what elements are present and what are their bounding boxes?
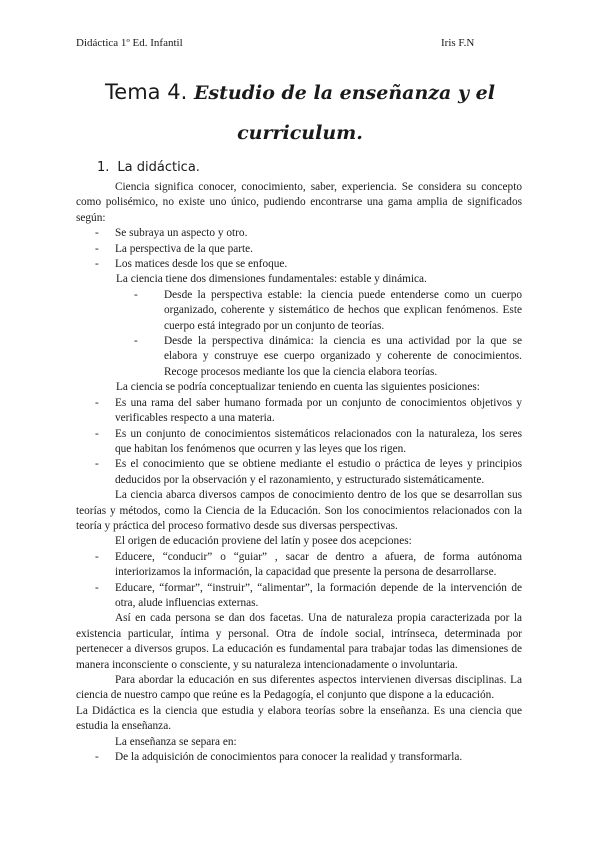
list-5 [76,750,522,765]
list-item: - Educere, “conducir” o “guiar” , sacar de dentro a afuera, de forma autónoma interiorizamos la información, la capacidad que presente la persona de desarrollarse. [76,550,522,581]
list-item: - Desde la perspectiva estable: la ciencia puede entenderse como un cuerpo organizado, coherente y sistemático de hechos que explican fenómenos. Este cuerpo está integrado por un conjunto de teorías. [76,288,522,334]
list-item: - Es el conocimiento que se obtiene mediante el estudio o práctica de leyes y principios deducidos por la observación y el razonamiento, y estructurado sistemáticamente. [76,457,522,488]
list-item: - Desde la perspectiva dinámica: la ciencia es una actividad por la que se elabora y construye ese cuerpo organizado y coherente de conocimientos. Recoge procesos mediante los que la ciencia elabora teorías. [76,334,522,380]
title-italic-1: Estudio de la enseñanza y el [193,82,495,104]
list-item: - De la adquisición de conocimientos para conocer la realidad y transformarla. [76,750,522,765]
list-2 [76,288,522,380]
section-heading [97,160,208,175]
list-3 [76,396,522,488]
list-item: - Se subraya un aspecto y otro. [76,226,522,241]
document-body [76,180,522,765]
header-course: Didáctica 1º Ed. Infantil [76,37,183,49]
list-1 [76,226,522,272]
paragraph-4: La ciencia abarca diversos campos de conocimiento dentro de los que se desarrollan sus teorías y métodos, como la Ciencia de la Educación. Son los conocimientos relacionados con la teoría y práctica del proceso formativo desde sus diversas perspectivas. [76,489,522,532]
paragraph-3: La ciencia se podría conceptualizar teniendo en cuenta las siguientes posiciones: [116,381,480,394]
list-item: - Es un conjunto de conocimientos sistemáticos relacionados con la naturaleza, los seres que habitan los fenómenos que ocurren y las leyes que los rigen. [76,427,522,458]
title-italic-2: curriculum. [237,122,363,144]
paragraph-6: Así en cada persona se dan dos facetas. Una de naturaleza propia caracterizada por la existencia particular, íntima y personal. Otra de índole social, intrínseca, determinada por pertenecer a diversos grupos. La educación es fundamental para trabajar todas las dimensiones de manera inconsciente o consciente, y su naturaleza intencionadamente o involuntaria. [76,612,522,671]
paragraph-9: La enseñanza se separa en: [115,735,237,748]
list-item: - Educare, “formar”, “instruir”, “alimentar”, la formación depende de la intervención de otra, alude influencias externas. [76,581,522,612]
page-title [0,80,600,104]
paragraph-8: La Didáctica es la ciencia que estudia y elabora teorías sobre la enseñanza. Es una ciencia que estudia la enseñanza. [76,704,522,733]
paragraph-2: La ciencia tiene dos dimensiones fundamentales: estable y dinámica. [116,273,427,286]
title-prefix: Tema 4. [105,80,188,104]
paragraph-1: Ciencia significa conocer, conocimiento, saber, experiencia. Se considera su concepto como polisémico, no existe uno único, pudiendo encontrarse una gama amplia de significados según: [76,181,522,224]
list-item: - Es una rama del saber humano formada por un conjunto de conocimientos objetivos y verificables respecto a una materia. [76,396,522,427]
section-title: La didáctica. [117,160,200,175]
paragraph-7: Para abordar la educación en sus diferentes aspectos intervienen diversas disciplinas. La ciencia de nuestro campo que reúne es la Pedagogía, el conjunto que dispone a la educación. [76,674,522,702]
header-author: Iris F.N [441,37,475,49]
section-number: 1. [97,160,110,175]
list-item: - La perspectiva de la que parte. [76,242,522,257]
paragraph-5: El origen de educación proviene del latín y posee dos acepciones: [115,535,412,548]
list-4 [76,550,522,612]
list-item: - Los matices desde los que se enfoque. [76,257,522,272]
